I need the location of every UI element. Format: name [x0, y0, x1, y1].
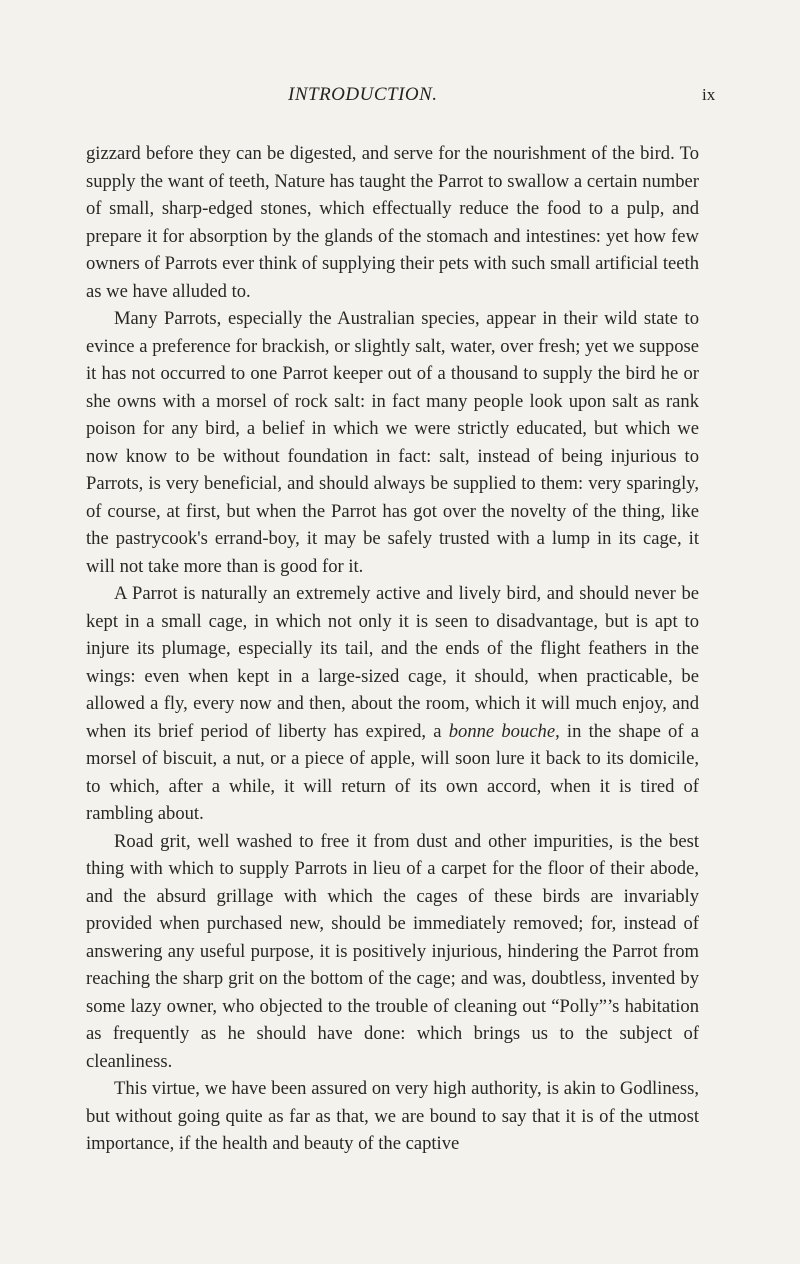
- running-title: INTRODUCTION.: [288, 84, 438, 105]
- paragraph-cage: [86, 580, 699, 828]
- running-head: [0, 84, 800, 114]
- paragraph-text: A Parrot is naturally an extremely active and lively bird, and should never be kept in a small cage, in which not only it is seen to disadvantage, but is apt to injure its plumage, especially its tail, and the ends of the flight feathers in the wings: even when kept in a large-sized cage, it should, when practicable, be allowed a fly, every now and then, about the room, which it will much enjoy, and when its brief period of liberty has expired, a: [86, 583, 699, 742]
- paragraph-salt: Many Parrots, especially the Australian species, appear in their wild state to evince a preference for brackish, or slightly salt, water, over fresh; yet we suppose it has not occurred to one Parrot keeper out of a thousand to supply the bird he or she owns with a morsel of rock salt: in fact many people look upon salt as rank poison for any bird, a belief in which we were strictly educated, but which we now know to be without foundation in fact: salt, instead of being injurious to Parrots, is very beneficial, and should always be supplied to them: very sparingly, of course, at first, but when the Parrot has got over the novelty of the thing, like the pastrycook's errand-boy, it may be safely trusted with a lump in its cage, it will not take more than is good for it.: [86, 308, 699, 577]
- paragraph-grit: Road grit, well washed to free it from dust and other impurities, is the best thing with which to supply Parrots in lieu of a carpet for the floor of their abode, and the absurd grillage with which the cages of these birds are invariably provided when purchased new, should be immediately removed; for, instead of answering any useful purpose, it is positively injurious, hindering the Parrot from reaching the sharp grit on the bottom of the cage; and was, doubtless, invented by some lazy owner, who objected to the trouble of cleaning out “Polly”’s habitation as frequently as he should have done: which brings us to the subject of cleanliness.: [86, 830, 699, 1072]
- paragraph-cleanliness: This virtue, we have been assured on very high authority, is akin to Godliness, but without going quite as far as that, we are bound to say that it is of the utmost importance, if the health and beauty of the captive: [86, 1078, 699, 1154]
- page-number: ix: [702, 85, 716, 104]
- paragraph-continued: gizzard before they can be digested, and serve for the nourishment of the bird. To supply the want of teeth, Nature has taught the Parrot to swallow a certain number of small, sharp-edged stones, which effectually reduce the food to a pulp, and prepare it for absorption by the glands of the stomach and intestines: yet how few owners of Parrots ever think of supplying their pets with such small artificial teeth as we have alluded to.: [86, 143, 699, 302]
- paragraph-text: , in the shape of a morsel of biscuit, a nut, or a piece of apple, will soon lure it back to its domicile, to which, after a while, it will return of its own accord, when it is tired of rambling about.: [86, 720, 699, 824]
- italic-phrase: bonne bouche: [448, 720, 556, 742]
- body-text: [86, 140, 699, 1158]
